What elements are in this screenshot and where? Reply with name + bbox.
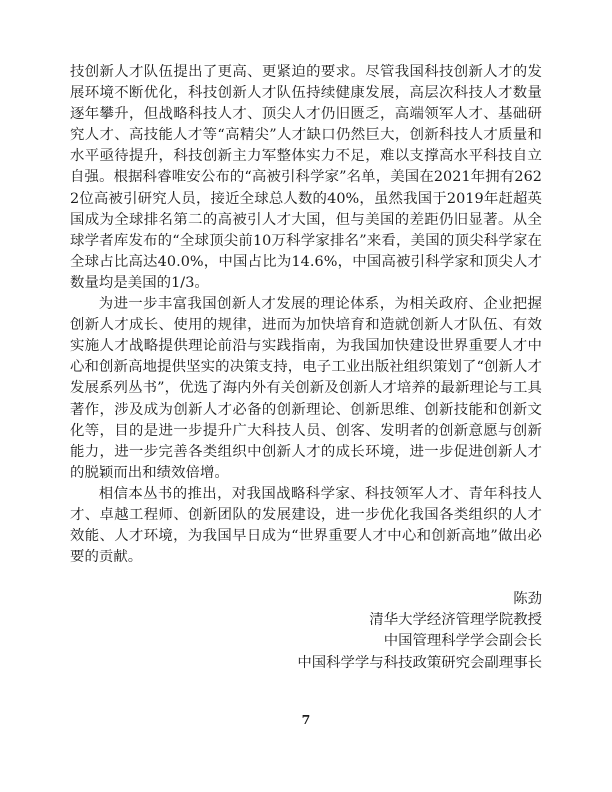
paragraph-3: 相信本丛书的推出，对我国战略科学家、科技领军人才、青年科技人才、卓越工程师、创新团队的发展建设，进一步优化我国各类组织的人才效能、人才环境，为我国早日成为“世界重要人才中心和创新高地”做出必要的贡献。: [70, 485, 542, 566]
signature-block: [70, 589, 542, 673]
page-body: [70, 62, 542, 674]
signature-title-2: 中国管理科学学会副会长: [383, 633, 542, 650]
signature-title-1: 清华大学经济管理学院教授: [369, 612, 542, 629]
paragraph-1: 技创新人才队伍提出了更高、更紧迫的要求。尽管我国科技创新人才的发展环境不断优化，科技创新人才队伍持续健康发展，高层次科技人才数量逐年攀升，但战略科技人才、顶尖人才仍旧匮乏，高端领军人才、基础研究人才、高技能人才等“高精尖”人才缺口仍然巨大，创新科技人才质量和水平亟待提升，科技创新主力军整体实力不足，难以支撑高水平科技自立自强。根据科睿唯安公布的“高被引科学家”名单，美国在2021年拥有2622位高被引研究人员，接近全球总人数的40%，虽然我国于2019年赶超英国成为全球排名第二的高被引人才大国，但与美国的差距仍旧显著。从全球学者库发布的“全球顶尖前10万科学家排名”来看，美国的顶尖科学家在全球占比高达40.0%，中国占比为14.6%，中国高被引科学家和顶尖人才数量均是美国的1/3。: [70, 64, 542, 291]
signature-author-name: 陈劲: [513, 591, 542, 608]
signature-title-3: 中国科学学与科技政策研究会副理事长: [297, 654, 542, 671]
page-number: 7: [301, 712, 311, 727]
paragraph-2: 为进一步丰富我国创新人才发展的理论体系，为相关政府、企业把握创新人才成长、使用的规律，进而为加快培育和造就创新人才队伍、有效实施人才战略提供理论前沿与实践指南，为我国加快建设世界重要人才中心和创新高地提供坚实的决策支持，电子工业出版社组织策划了“创新人才发展系列丛书”，优选了海内外有关创新及创新人才培养的最新理论与工具著作，涉及成为创新人才必备的创新理论、创新思维、创新技能和创新文化等，目的是进一步提升广大科技人员、创客、发明者的创新意愿与创新能力，进一步完善各类组织中创新人才的成长环境，进一步促进创新人才的脱颖而出和绩效倍增。: [70, 296, 542, 481]
